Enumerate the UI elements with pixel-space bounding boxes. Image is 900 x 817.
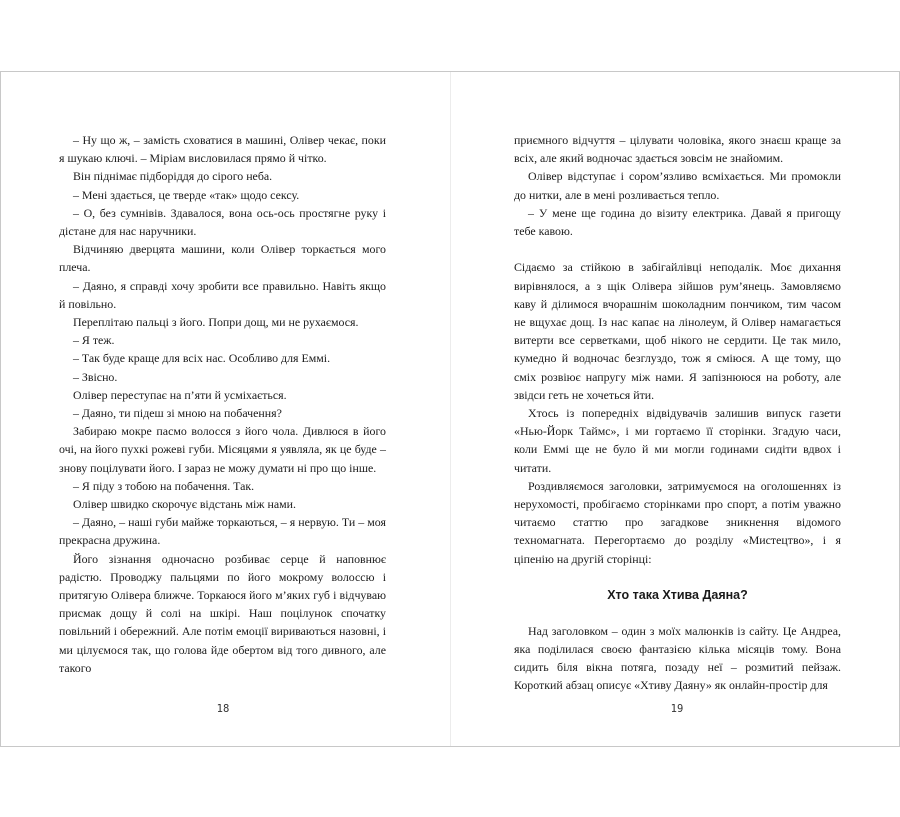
paragraph: Переплітаю пальці з його. Попри дощ, ми не рухаємося. [73, 315, 359, 330]
section-heading: Хто така Хтива Даяна? [607, 587, 748, 602]
page-number-right: 19 [670, 703, 684, 715]
paragraph: – О, без сумнівів. Здавалося, вона ось-ось простягне руку і дістане для нас наручники. [59, 205, 386, 239]
paragraph: – Даяно, ти підеш зі мною на побачення? [73, 406, 282, 421]
paragraph: Сідаємо за стійкою в забігайлівці неподалік. Моє дихання вирівнялося, а з щік Олівера зійшов рум’янець. Замовляємо каву й ділимося вчорашнім шоколадним пончиком, тим часом не вщухає дощ. Із нас капає на лінолеум, й Олівер намагається витерти все серветками, щоб нікого не сердити. Це так мило, кумедно й водночас безглуздо, тож я сміюся. А ще тому, що сміх розвіює напругу між нами. Я запізнююся на роботу, але звідси геть не хочеться йти. [514, 260, 841, 402]
paragraph: Він піднімає підборіддя до сірого неба. [73, 169, 273, 184]
book-spine [450, 72, 451, 746]
paragraph: – У мене ще година до візиту електрика. Давай я пригощу тебе кавою. [514, 205, 841, 239]
paragraph: Його зізнання одночасно розбиває серце й наповнює радістю. Проводжу пальцями по його мокрому волоссю і притягую Олівера ближче. Торкаюся його м’яких губ і відчуваю присмак дощу й солі на шкірі. Наш поцілунок спочатку повільний і обережний. Але потім емоції вириваються назовні, і ми цілуємося так, що голова йде обертом від того дивного, але такого [59, 551, 386, 675]
paragraph: Забираю мокре пасмо волосся з його чола. Дивлюся в його очі, на його пухкі рожеві губи. Місяцями я уявляла, як це буде – знову поцілувати його. І зараз не можу думати ні про що інше. [59, 424, 386, 475]
paragraph: Олівер переступає на п’яти й усміхається. [73, 387, 287, 402]
paragraph: – Я теж. [73, 333, 115, 348]
left-page [59, 131, 386, 677]
right-page [514, 131, 841, 695]
paragraph: – Звісно. [73, 369, 118, 384]
paragraph: – Даяно, – наші губи майже торкаються, – я нервую. Ти – моя прекрасна дружина. [59, 515, 386, 548]
paragraph: – Я піду з тобою на побачення. Так. [73, 478, 255, 493]
paragraph: Роздивляємося заголовки, затримуємося на оголошеннях із нерухомості, пробігаємо сторінками про спорт, а потім уважно читаємо статтю про загадкове зникнення відомого техномагната. Перегортаємо до розділу «Мистецтво», і я ціпенію на другій сторінці: [514, 478, 841, 566]
paragraph: – Даяно, я справді хочу зробити все правильно. Навіть якщо й повільно. [59, 278, 386, 311]
paragraph: Олівер відступає і сором’язливо всміхається. Ми промокли до нитки, але в мені розливається тепло. [514, 169, 841, 202]
paragraph: Над заголовком – один з моїх малюнків із сайту. Це Андреа, яка поділилася своєю фантазією кілька місяців тому. Вона сидить біля вікна потяга, позаду неї – розмитий пейзаж. Короткий абзац описує «Хтиву Даяну» як онлайн-простір для [514, 623, 841, 693]
paragraph: – Так буде краще для всіх нас. Особливо для Еммі. [73, 351, 331, 366]
paragraph: приємного відчуття – цілувати чоловіка, якого знаєш краще за всіх, але який водночас здається зовсім не знайомим. [514, 133, 841, 166]
paragraph: – Ну що ж, – замість сховатися в машині, Олівер чекає, поки я шукаю ключі. – Міріам висловилася прямо й чітко. [59, 133, 386, 166]
paragraph: – Мені здається, це тверде «так» щодо сексу. [73, 187, 300, 202]
paragraph: Хтось із попередніх відвідувачів залишив випуск газети «Нью-Йорк Таймс», і ми гортаємо її сторінки. Згадую часи, коли Еммі ще не було й ми могли годинами сидіти вдвох і читати. [514, 406, 841, 475]
book-spread [0, 71, 900, 747]
page-number-left: 18 [216, 703, 230, 715]
paragraph: Олівер швидко скорочує відстань між нами. [73, 497, 296, 512]
paragraph: Відчиняю дверцята машини, коли Олівер торкається мого плеча. [59, 242, 386, 275]
